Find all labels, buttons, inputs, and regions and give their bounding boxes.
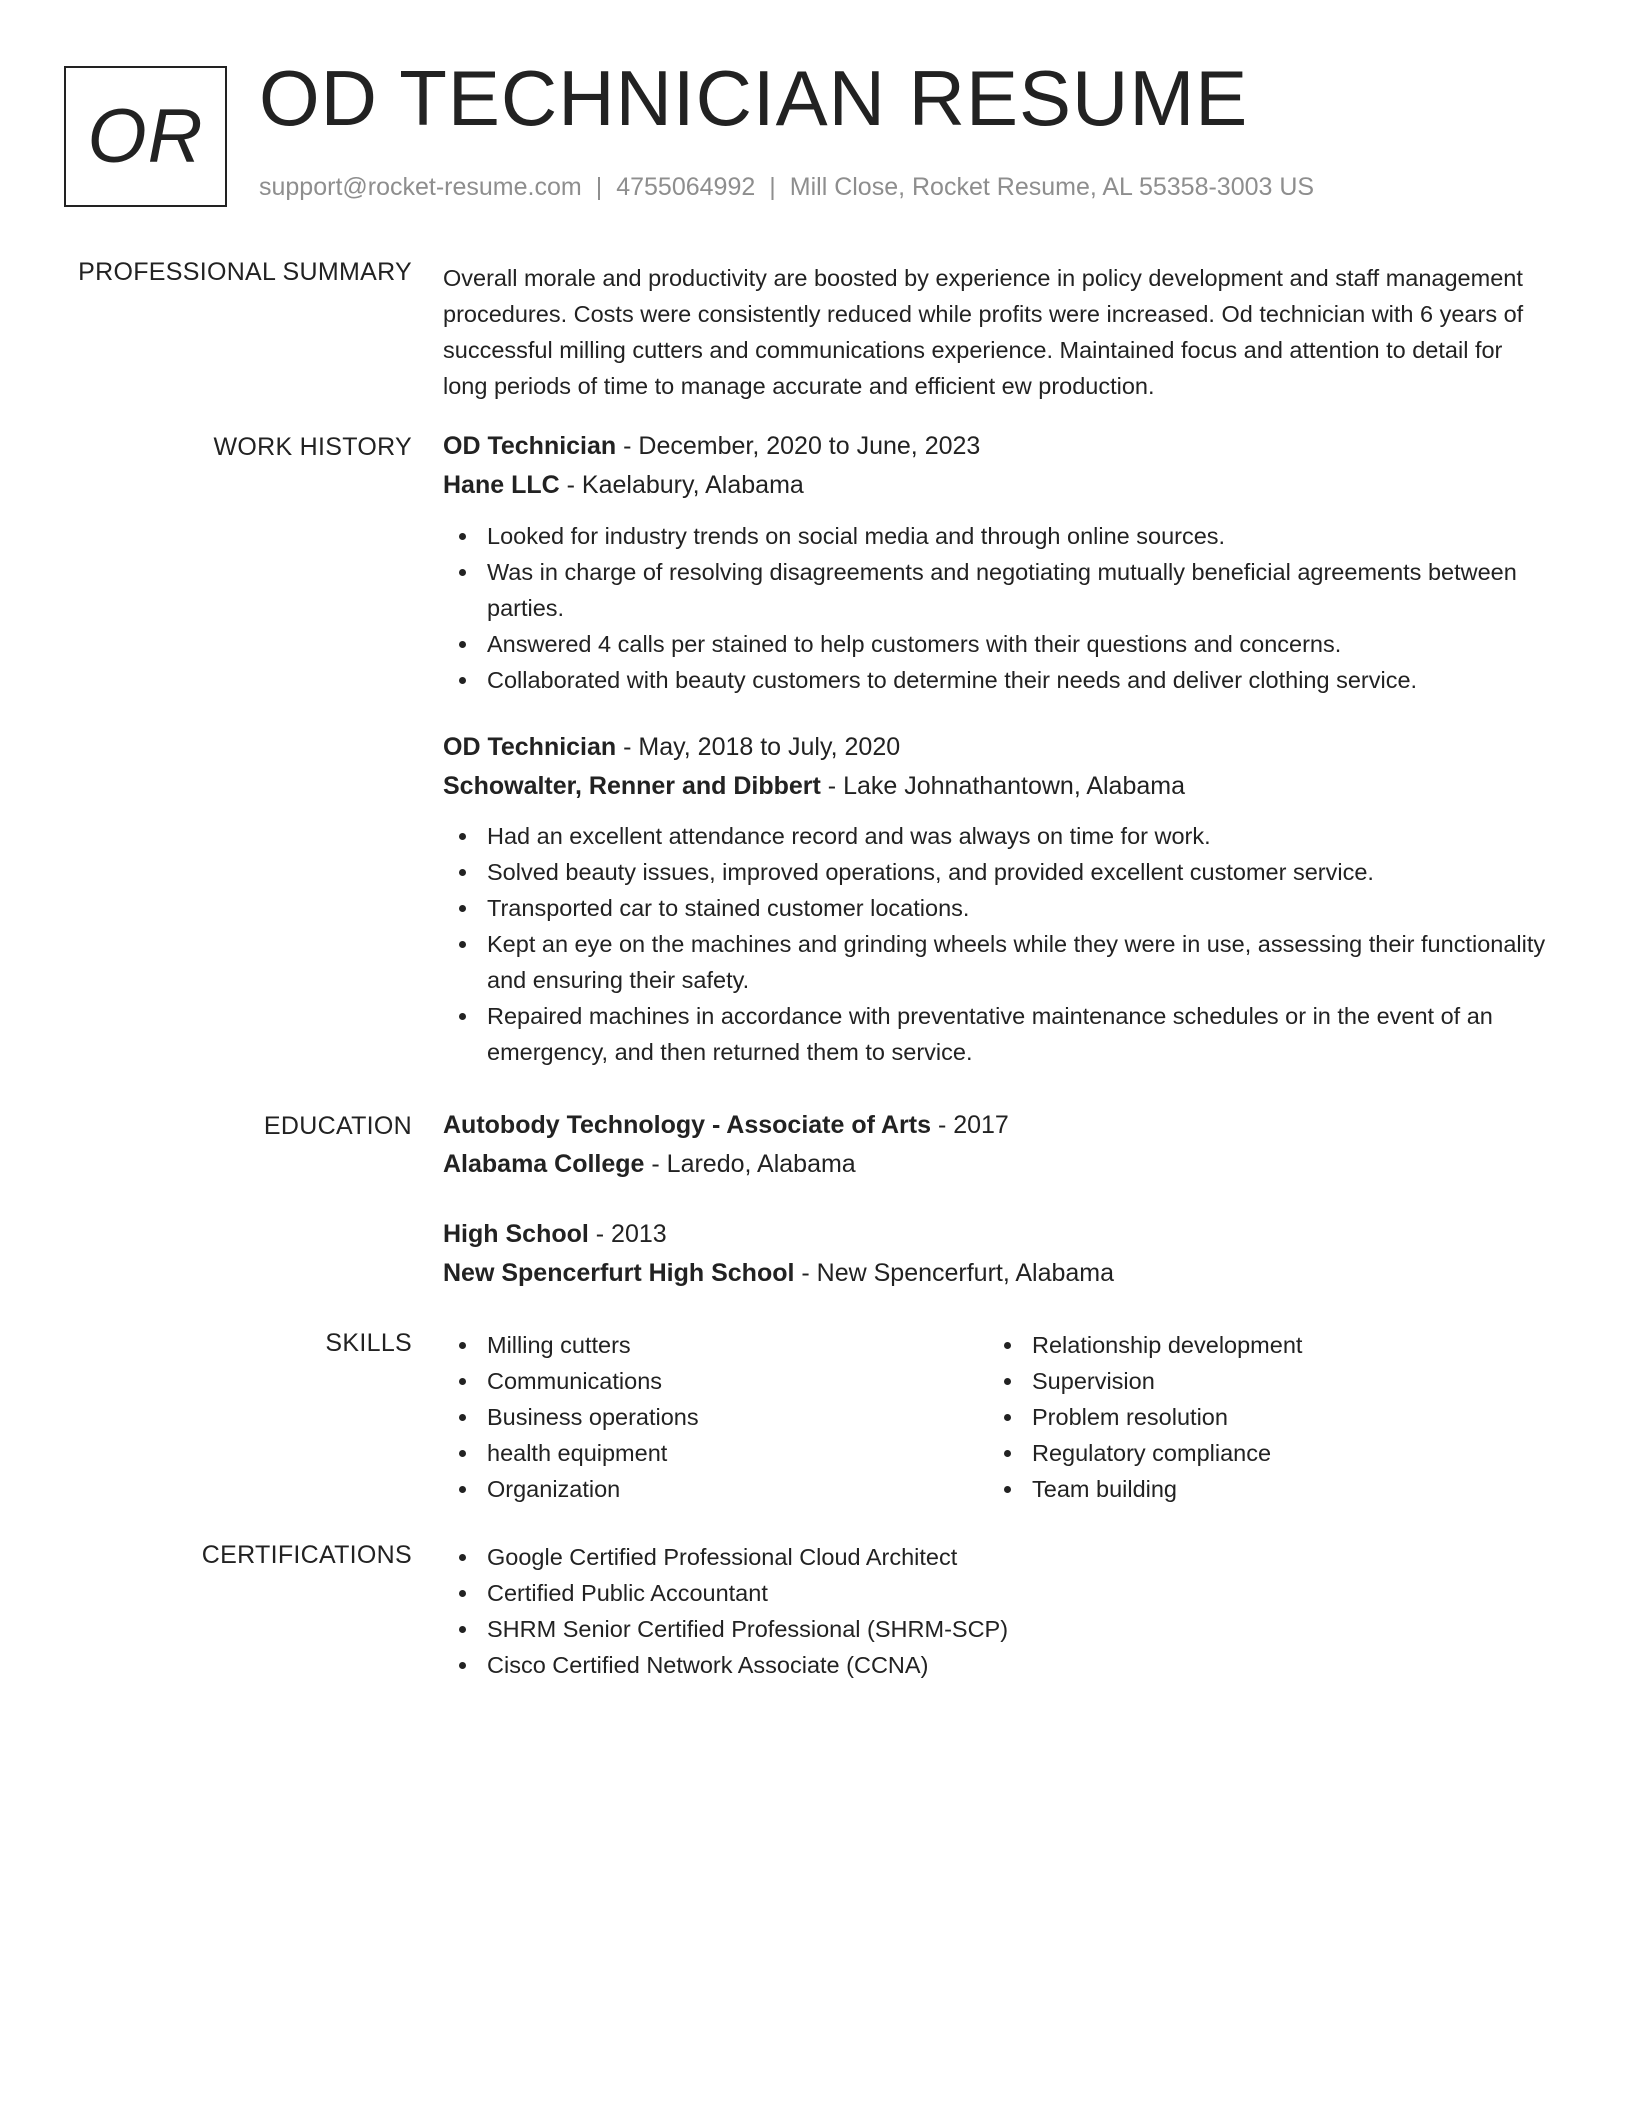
education-school-line [443,1254,1553,1293]
summary-body [443,260,1553,404]
education-location: - Laredo, Alabama [644,1150,856,1178]
education-degree: High School [443,1220,589,1248]
education-school: Alabama College [443,1150,645,1178]
job-bullet: Answered 4 calls per stained to help customers with their questions and concerns. [443,626,1553,662]
education-body [443,1106,1553,1293]
education-degree-line [443,1215,1553,1254]
skills-column-right [988,1327,1533,1507]
contact-phone[interactable]: 4755064992 [616,173,756,201]
section-label-education: EDUCATION [263,1112,412,1140]
job-company: Schowalter, Renner and Dibbert [443,772,821,800]
monogram-badge [64,66,227,207]
job-bullets [443,818,1553,1070]
certification-item: Certified Public Accountant [443,1575,1553,1611]
job-title-line [443,427,1553,466]
monogram-initials: OR [87,94,204,179]
job-company: Hane LLC [443,471,560,499]
section-label-certifications: CERTIFICATIONS [201,1541,412,1569]
job-company-line [443,466,1553,505]
contact-email[interactable]: support@rocket-resume.com [259,173,582,201]
certification-item: Google Certified Professional Cloud Architect [443,1539,1553,1575]
skill-item: Problem resolution [988,1399,1533,1435]
job-location: - Lake Johnathantown, Alabama [820,772,1185,800]
job-company-line [443,767,1553,806]
certification-item: SHRM Senior Certified Professional (SHRM-SCP) [443,1611,1553,1647]
education-school-line [443,1145,1553,1184]
education-entry [443,1215,1553,1293]
section-label-summary: PROFESSIONAL SUMMARY [78,258,412,286]
job-bullets [443,518,1553,698]
job-entry [443,427,1553,698]
job-bullet: Was in charge of resolving disagreements and negotiating mutually beneficial agreements between parties. [443,554,1553,626]
job-bullet: Had an excellent attendance record and was always on time for work. [443,818,1553,854]
skills-columns [443,1327,1553,1507]
job-bullet: Kept an eye on the machines and grinding wheels while they were in use, assessing their functionality and ensuring their safety. [443,926,1553,998]
section-label-skills: SKILLS [325,1329,412,1357]
skill-item: health equipment [443,1435,988,1471]
skill-item: Regulatory compliance [988,1435,1533,1471]
job-bullet: Repaired machines in accordance with preventative maintenance schedules or in the event of an emergency, and then returned them to service. [443,998,1553,1070]
contact-separator: | [769,173,776,201]
job-title-line [443,728,1553,767]
certifications-body [443,1539,1553,1683]
skills-list-left [443,1327,988,1507]
job-bullet: Looked for industry trends on social media and through online sources. [443,518,1553,554]
skills-body [443,1327,1553,1507]
education-entry [443,1106,1553,1184]
job-dates: - May, 2018 to July, 2020 [616,733,901,761]
job-dates: - December, 2020 to June, 2023 [616,432,981,460]
contact-line [259,173,1314,202]
summary-text: Overall morale and productivity are boosted by experience in policy development and staff management procedures. Costs were consistently reduced while profits were increased. Od technician with 6 years of successful milling cutters and communications experience. Maintained focus and attention to detail for long periods of time to manage accurate and efficient ew production. [443,265,1524,399]
skill-item: Relationship development [988,1327,1533,1363]
education-location: - New Spencerfurt, Alabama [794,1259,1115,1287]
education-school: New Spencerfurt High School [443,1259,795,1287]
certification-item: Cisco Certified Network Associate (CCNA) [443,1647,1553,1683]
education-year: - 2013 [588,1220,667,1248]
job-bullet: Collaborated with beauty customers to determine their needs and deliver clothing service. [443,662,1553,698]
work-history-body [443,427,1553,1070]
contact-separator: | [595,173,603,201]
job-entry [443,728,1553,1070]
job-title: OD Technician [443,733,617,761]
skills-list-right [988,1327,1533,1507]
certifications-list [443,1539,1553,1683]
section-label-work-history: WORK HISTORY [213,433,412,461]
education-degree: Autobody Technology - Associate of Arts [443,1111,931,1139]
contact-address: Mill Close, Rocket Resume, AL 55358-3003 US [789,173,1315,201]
job-location: - Kaelabury, Alabama [559,471,804,499]
skill-item: Organization [443,1471,988,1507]
skill-item: Milling cutters [443,1327,988,1363]
skill-item: Communications [443,1363,988,1399]
education-year: - 2017 [931,1111,1009,1139]
skills-column-left [443,1327,988,1507]
job-title: OD Technician [443,432,617,460]
job-bullet: Solved beauty issues, improved operations, and provided excellent customer service. [443,854,1553,890]
skill-item: Supervision [988,1363,1533,1399]
skill-item: Business operations [443,1399,988,1435]
job-bullet: Transported car to stained customer locations. [443,890,1553,926]
education-degree-line [443,1106,1553,1145]
resume-title: OD TECHNICIAN RESUME [259,54,1249,142]
skill-item: Team building [988,1471,1533,1507]
